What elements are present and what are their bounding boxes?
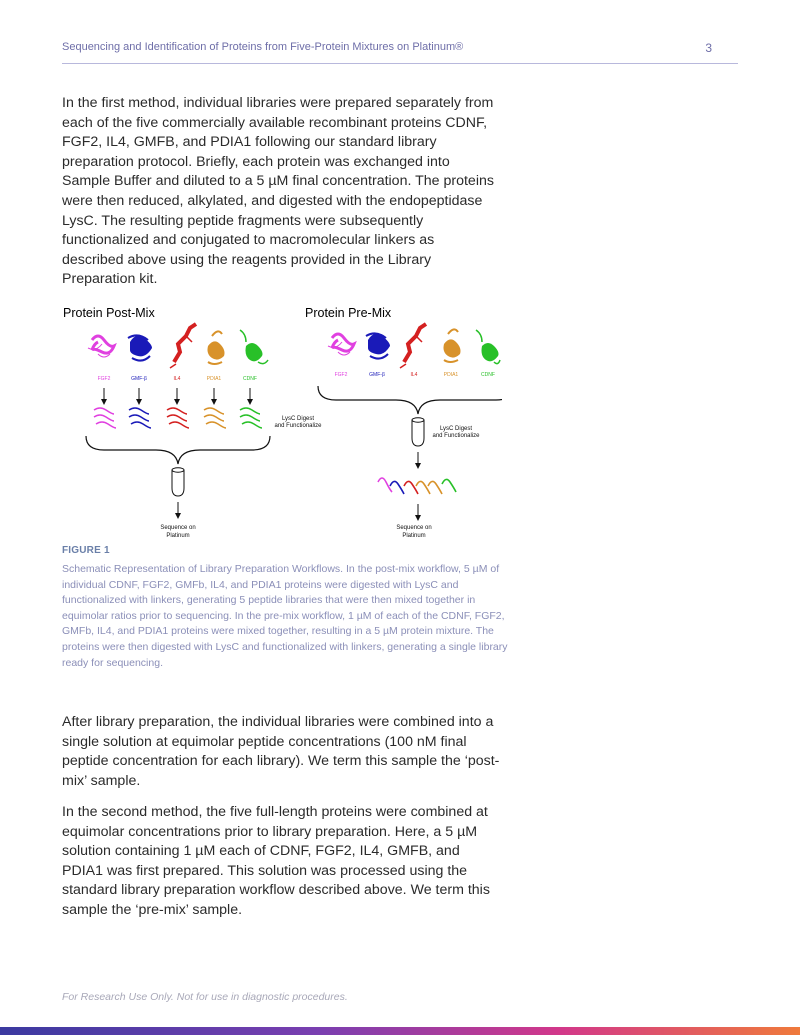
post-mix-title: Protein Post-Mix — [63, 306, 155, 320]
figure-label: FIGURE 1 — [62, 545, 110, 556]
post-arrows — [104, 388, 250, 402]
pre-step-label-2: and Functionalize — [432, 433, 480, 439]
pre-tube-icon — [412, 418, 424, 446]
protein-fgf2-structure — [328, 334, 354, 355]
figure-caption: Schematic Representation of Library Preparation Workflows. In the post-mix workflow, 5 µM of individual CDNF, FGF2, GMFb, IL4, and PDIA1 proteins were digested with LysC and functionalized with linkers, generating 5 peptide libraries that were then mixed together in equimolar ratios prior to sequencing. In the pre-mix workflow, 1 µM of each of the CDNF, FGF2, GMFb, IL4, and PDIA1 proteins were mixed together, resulting in a 5 µM protein mixture. The proteins were then digested with LysC and functionalized with linkers, generating a single library ready for sequencing. — [62, 563, 508, 669]
pre-label-il4: IL4 — [410, 372, 418, 378]
post-final-label-1: Sequence on — [160, 525, 196, 531]
workflow-schematic — [62, 302, 502, 542]
page-number: 3 — [705, 41, 712, 55]
post-final-label-2: Platinum — [166, 533, 190, 539]
footer-gradient-bar — [0, 1027, 800, 1035]
post-label-gmfb: GMF-β — [131, 376, 147, 382]
pre-label-pdia1: PDIA1 — [443, 372, 459, 378]
post-step-label-1: LysC Digest — [281, 416, 315, 422]
post-label-pdia1: PDIA1 — [206, 376, 222, 382]
body-paragraph-3: In the second method, the five full-length proteins were combined at equimolar concentrations prior to library preparation. Here, a 5 µM solution containing 1 µM each of CDNF, FGF2, IL4, GMFB, and PDIA1 was first prepared. This solution was processed using the standard library preparation workflow described above. We term this sample the ‘pre-mix’ sample. — [62, 804, 490, 918]
pre-final-label-2: Platinum — [402, 533, 426, 539]
pre-step-label-1: LysC Digest — [439, 426, 473, 432]
protein-fgf2-structure — [88, 336, 114, 357]
header-title: Sequencing and Identification of Proteins from Five-Protein Mixtures on Platinum® — [62, 41, 464, 53]
pre-label-cdnf: CDNF — [481, 372, 495, 378]
post-label-il4: IL4 — [173, 376, 181, 382]
post-peptide-libraries — [94, 408, 262, 428]
pre-final-label-1: Sequence on — [396, 525, 432, 531]
pre-mix-title: Protein Pre-Mix — [305, 306, 392, 320]
post-step-label-2: and Functionalize — [274, 423, 322, 429]
body-paragraph-2: After library preparation, the individual libraries were combined into a single solution at equimolar peptide concentrations (100 nM final peptide concentration for each library). We term this sample the ‘post-mix’ sample. — [62, 714, 500, 789]
protein-pdia1-structure — [208, 331, 225, 364]
protein-il4-structure — [170, 324, 196, 368]
pre-brace — [318, 386, 502, 414]
pre-label-gmfb: GMF-β — [369, 372, 385, 378]
protein-cdnf-structure — [240, 330, 268, 364]
protein-pdia1-structure — [444, 329, 461, 362]
protein-gmfb-structure — [366, 333, 390, 358]
pre-peptide-library — [378, 478, 456, 494]
post-label-cdnf: CDNF — [243, 376, 257, 382]
post-brace — [86, 436, 270, 464]
figure-1 — [62, 302, 502, 542]
body-paragraph-1: In the first method, individual libraries were prepared separately from each of the five commercially available recombinant proteins CDNF, FGF2, IL4, GMFB, and PDIA1 following our standard library preparation protocol. Briefly, each protein was exchanged into Sample Buffer and diluted to a 5 µM final concentration. The proteins were then reduced, alkylated, and digested with the endopeptidase LysC. The resulting peptide fragments were subsequently functionalized and conjugated to macromolecular linkers as described above using the reagents provided in the Library Preparation kit. — [62, 95, 494, 288]
post-mix-proteins — [88, 324, 268, 368]
footer-disclaimer: For Research Use Only. Not for use in diagnostic procedures. — [62, 991, 348, 1003]
protein-cdnf-structure — [476, 330, 500, 364]
pre-mix-proteins — [328, 324, 500, 368]
page-header — [62, 41, 738, 64]
protein-il4-structure — [400, 324, 426, 368]
protein-gmfb-structure — [128, 335, 152, 360]
post-label-fgf2: FGF2 — [97, 376, 111, 382]
pre-label-fgf2: FGF2 — [334, 372, 348, 378]
post-tube-icon — [172, 468, 184, 496]
